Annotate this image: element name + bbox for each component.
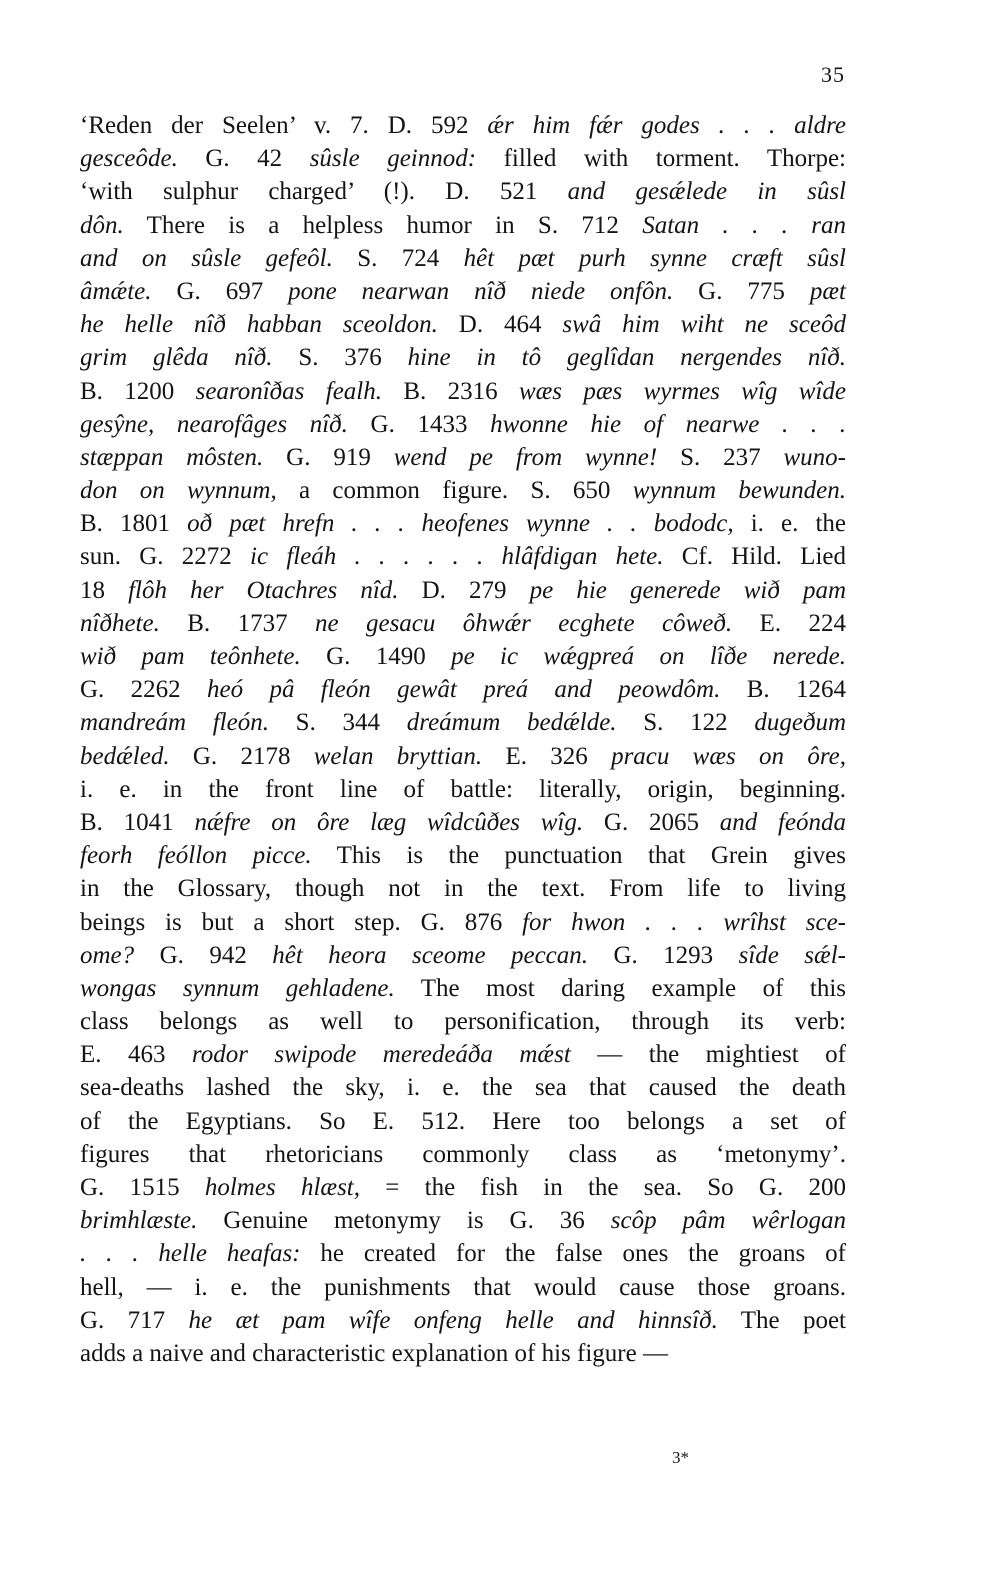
text-line [80, 706, 846, 739]
text-line [80, 474, 846, 507]
signature-mark: 3* [672, 1448, 689, 1467]
italic-quotation: dugeðum [754, 709, 847, 737]
text-line [80, 1271, 846, 1304]
text-line [80, 142, 846, 175]
text-segment: B. 2316 [382, 377, 519, 405]
page-number: 35 [821, 62, 845, 87]
text-line [80, 242, 846, 275]
text-line [80, 1038, 846, 1071]
text-segment: Cf. Hild. Lied [663, 543, 846, 571]
italic-quotation: stæppan môsten. [80, 443, 264, 471]
text-segment: sea-deaths lashed the sky, i. e. the sea that caused the death [80, 1074, 846, 1102]
italic-quotation: he helle nîð habban sceoldon. [80, 311, 438, 339]
italic-quotation: and gesǽlede in sûsl [567, 178, 846, 206]
text-segment: G. 942 [134, 941, 273, 969]
body-text [80, 109, 846, 1370]
italic-quotation: dreámum bedǽlde. [406, 709, 617, 737]
italic-quotation: pe hie generede wið pam [529, 576, 847, 604]
text-line [80, 540, 846, 573]
text-line [80, 972, 846, 1005]
italic-quotation: feorh feóllon picce. [80, 842, 312, 870]
italic-quotation: Satan . . . ran [642, 211, 846, 239]
text-segment: The most daring example of this [394, 974, 846, 1002]
text-line [80, 607, 846, 640]
italic-quotation: searonîðas fealh. [195, 377, 382, 405]
text-line [80, 839, 846, 872]
text-segment: G. 1293 [588, 941, 739, 969]
text-segment: E. 326 [482, 742, 612, 770]
italic-quotation: sûsle geinnod: [309, 145, 477, 173]
text-segment: B. 1264 [720, 676, 846, 704]
italic-quotation: don on wynnum, [80, 477, 277, 505]
text-segment: sun. G. 2272 [80, 543, 251, 571]
italic-quotation: welan bryttian. [313, 742, 483, 770]
italic-quotation: pracu wæs on ôre, [611, 742, 846, 770]
text-line [80, 1237, 846, 1270]
text-segment: B. 1041 [80, 808, 195, 836]
text-segment: G. 919 [263, 443, 394, 471]
text-line [80, 1304, 846, 1337]
italic-quotation: ne gesacu ôhwǽr ecghete côweð. [314, 609, 733, 637]
text-segment: S. 376 [272, 344, 408, 372]
text-segment: G. 42 [177, 145, 310, 173]
italic-quotation: wuno- [783, 443, 846, 471]
text-line [80, 275, 846, 308]
text-segment: G. 775 [673, 277, 810, 305]
italic-quotation: and on sûsle gefeôl. [80, 244, 333, 272]
text-segment: S. 122 [616, 709, 755, 737]
italic-quotation: gesŷne, nearofâges nîð. [80, 410, 348, 438]
text-segment: of the Egyptians. So E. 512. Here too belongs a set of [80, 1107, 846, 1135]
text-line [80, 1337, 846, 1370]
text-line [80, 939, 846, 972]
italic-quotation: mandreám fleón. [80, 709, 269, 737]
text-line [80, 375, 846, 408]
text-line [80, 640, 846, 673]
italic-quotation: oð pæt hrefn . . . heofenes wynne . . bododc, [187, 510, 734, 538]
text-line [80, 1204, 846, 1237]
text-segment: S. 724 [332, 244, 464, 272]
italic-quotation: flôh her Otachres nîd. [128, 576, 399, 604]
text-line [80, 308, 846, 341]
text-line [80, 109, 846, 142]
text-segment: The poet [717, 1306, 846, 1334]
text-line [80, 441, 846, 474]
italic-quotation: wend pe from wynne! [393, 443, 658, 471]
text-segment: E. 224 [732, 609, 846, 637]
text-segment: 18 [80, 576, 129, 604]
italic-quotation: he æt pam wîfe onfeng helle and hinnsîð. [188, 1306, 718, 1334]
text-line [80, 906, 846, 939]
italic-quotation: holmes hlæst, [204, 1174, 361, 1201]
text-line [80, 175, 846, 208]
italic-quotation: swâ him wiht ne sceôd [562, 311, 846, 339]
text-segment: G. 1515 [80, 1174, 205, 1201]
text-segment: S. 237 [657, 443, 784, 471]
text-line [80, 1138, 846, 1171]
text-segment: a common figure. S. 650 [276, 477, 633, 505]
italic-quotation: wynnum bewunden. [632, 477, 847, 505]
text-segment: i. e. the [733, 510, 846, 538]
text-segment: Genuine metonymy is G. 36 [197, 1207, 611, 1235]
italic-quotation: nǽfre on ôre læg wîdcûðes wîg. [194, 808, 584, 836]
text-segment: D. 279 [398, 576, 530, 604]
italic-quotation: wæs pæs wyrmes wîg wîde [518, 377, 846, 405]
italic-quotation: sîde sǽl- [738, 941, 846, 969]
text-segment: There is a helpless humor in S. 712 [123, 211, 643, 239]
text-segment: beings is but a short step. G. 876 [80, 908, 523, 936]
text-segment: — the mightiest of [570, 1041, 847, 1069]
italic-quotation: ome? [80, 941, 135, 969]
italic-quotation: dôn. [80, 211, 124, 239]
text-line [80, 1071, 846, 1104]
text-line [80, 408, 846, 441]
text-segment: G. 2065 [583, 808, 720, 836]
italic-quotation: gesceôde. [80, 145, 178, 173]
text-segment: = the fish in the sea. So G. 200 [360, 1174, 846, 1201]
italic-quotation: . . . helle heafas: [80, 1240, 301, 1268]
italic-quotation: hwonne hie of nearwe . . . [490, 410, 846, 438]
text-line [80, 806, 846, 839]
text-segment: G. 2262 [80, 676, 207, 704]
italic-quotation: hêt heora sceome peccan. [272, 941, 589, 969]
text-line [80, 740, 846, 773]
text-segment: E. 463 [80, 1041, 192, 1069]
italic-quotation: heó pâ fleón gewât preá and peowdôm. [207, 676, 721, 704]
italic-quotation: hine in tô geglîdan nergendes nîð. [407, 344, 847, 372]
text-segment: G. 697 [151, 277, 289, 305]
text-line [80, 1105, 846, 1138]
text-segment: ‘with sulphur charged’ (!). D. 521 [80, 178, 568, 206]
italic-quotation: pe ic wǽgpreá on lîðe nerede. [451, 643, 846, 670]
text-segment: B. 1801 [80, 510, 188, 538]
text-line [80, 1171, 846, 1204]
italic-quotation: brimhlæste. [80, 1207, 198, 1235]
text-line [80, 209, 846, 242]
italic-quotation: bedǽled. [80, 742, 170, 770]
text-segment: D. 464 [437, 311, 563, 339]
text-segment: G. 2178 [169, 742, 314, 770]
italic-quotation: ǽr him fǽr godes . . . aldre [487, 112, 847, 139]
text-segment: i. e. in the front line of battle: literally, origin, beginning. [80, 775, 846, 803]
text-segment: G. 1490 [300, 643, 452, 670]
italic-quotation: grim glêda nîð. [80, 344, 273, 372]
text-segment: class belongs as well to personification, through its verb: [80, 1008, 846, 1036]
text-line [80, 574, 846, 607]
italic-quotation: for hwon . . . wrîhst sce- [522, 908, 846, 936]
text-line [80, 872, 846, 905]
italic-quotation: scôp pâm wêrlogan [610, 1207, 846, 1235]
italic-quotation: wið pam teônhete. [80, 643, 301, 670]
text-segment: hell, — i. e. the punishments that would cause those groans. [80, 1273, 846, 1301]
text-line [80, 673, 846, 706]
italic-quotation: and feónda [719, 808, 846, 836]
text-segment: in the Glossary, though not in the text. From life to living [80, 875, 846, 903]
italic-quotation: hêt pæt purh synne cræft sûsl [463, 244, 846, 272]
text-segment: B. 1200 [80, 377, 196, 405]
italic-quotation: wongas synnum gehladene. [80, 974, 395, 1002]
text-segment: filled with torment. Thorpe: [476, 145, 846, 173]
text-segment: S. 344 [268, 709, 407, 737]
text-segment: he created for the false ones the groans of [300, 1240, 846, 1268]
text-segment: G. 717 [80, 1306, 189, 1334]
text-segment: G. 1433 [347, 410, 491, 438]
text-segment: ‘Reden der Seelen’ v. 7. D. 592 [80, 112, 488, 139]
italic-quotation: ic fleáh . . . . . . hlâfdigan hete. [250, 543, 664, 571]
italic-quotation: âmǽte. [80, 277, 152, 305]
text-segment: figures that rhetoricians commonly class as ‘metonymy’. [80, 1140, 846, 1168]
text-line [80, 1005, 846, 1038]
italic-quotation: nîðhete. [80, 609, 160, 637]
italic-quotation: pæt [809, 277, 846, 305]
text-segment: This is the punctuation that Grein gives [311, 842, 846, 870]
italic-quotation: pone nearwan nîð niede onfôn. [288, 277, 674, 305]
text-line [80, 773, 846, 806]
text-line [80, 341, 846, 374]
text-line [80, 507, 846, 540]
text-segment: adds a naive and characteristic explanation of his figure — [80, 1339, 668, 1367]
text-segment: B. 1737 [159, 609, 315, 637]
italic-quotation: rodor swipode meredeáða mǽst [191, 1041, 571, 1069]
